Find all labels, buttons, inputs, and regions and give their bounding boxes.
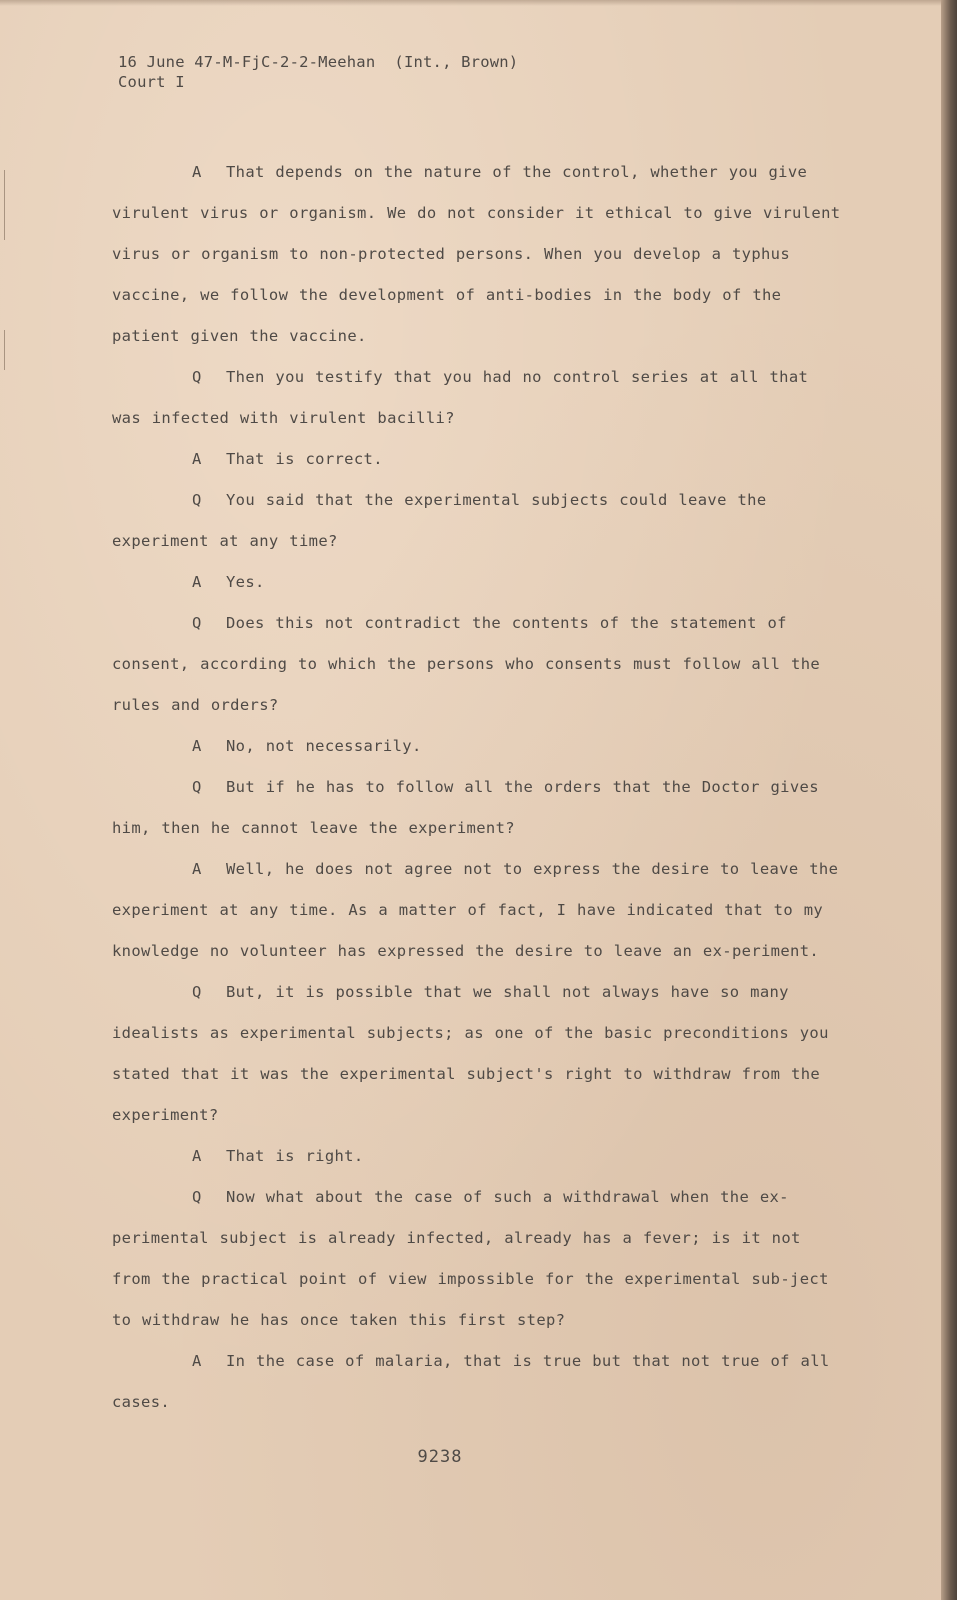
transcript-paragraph [112, 562, 842, 603]
paragraph-text: That is right. [226, 1147, 364, 1165]
transcript-paragraph [112, 972, 842, 1136]
page-right-edge [941, 0, 957, 1600]
paragraph-text: Now what about the case of such a withdrawal when the ex-perimental subject is already infected, already has a fever; is it not from the practical point of view impossible for the experimental sub-ject to withdraw he has once taken this first step? [112, 1188, 829, 1329]
transcript-paragraph [112, 603, 842, 726]
transcript-header [118, 52, 518, 92]
speaker-label: Q [192, 614, 202, 632]
transcript-paragraph [112, 767, 842, 849]
transcript-paragraph [112, 726, 842, 767]
header-line-court: Court I [118, 73, 185, 91]
margin-mark [4, 170, 5, 240]
paragraph-text: In the case of malaria, that is true but that not true of all cases. [112, 1352, 830, 1411]
transcript-body [112, 152, 842, 1423]
speaker-label: A [192, 1352, 202, 1370]
page-number: 9238 [417, 1447, 463, 1467]
transcript-paragraph [112, 1136, 842, 1177]
paragraph-text: That is correct. [226, 450, 383, 468]
speaker-label: Q [192, 778, 202, 796]
paragraph-text: You said that the experimental subjects could leave the experiment at any time? [112, 491, 767, 550]
speaker-label: A [192, 163, 202, 181]
transcript-paragraph [112, 439, 842, 480]
speaker-label: Q [192, 491, 202, 509]
page-top-shadow [0, 0, 957, 6]
speaker-label: A [192, 737, 202, 755]
paragraph-text: No, not necessarily. [226, 737, 422, 755]
paragraph-text: That depends on the nature of the control, whether you give virulent virus or organism. We do not consider it ethical to give virulent virus or organism to non-protected persons. When you develop a typhus vaccine, we follow the development of anti-bodies in the body of the patient given the vaccine. [112, 163, 841, 345]
speaker-label: Q [192, 983, 202, 1001]
transcript-paragraph [112, 1341, 842, 1423]
speaker-label: A [192, 450, 202, 468]
speaker-label: Q [192, 1188, 202, 1206]
paragraph-text: Then you testify that you had no control series at all that was infected with virulent bacilli? [112, 368, 809, 427]
transcript-paragraph [112, 152, 842, 357]
header-line-date-reference: 16 June 47-M-FjC-2-2-Meehan (Int., Brown) [118, 53, 519, 71]
transcript-paragraph [112, 849, 842, 972]
speaker-label: A [192, 573, 202, 591]
paragraph-text: But if he has to follow all the orders that the Doctor gives him, then he cannot leave the experiment? [112, 778, 819, 837]
paragraph-text: Does this not contradict the contents of the statement of consent, according to which the persons who consents must follow all the rules and orders? [112, 614, 821, 714]
speaker-label: A [192, 1147, 202, 1165]
transcript-paragraph [112, 357, 842, 439]
speaker-label: Q [192, 368, 202, 386]
speaker-label: A [192, 860, 202, 878]
transcript-paragraph [112, 480, 842, 562]
transcript-paragraph [112, 1177, 842, 1341]
paragraph-text: But, it is possible that we shall not always have so many idealists as experimental subjects; as one of the basic preconditions you stated that it was the experimental subject's right to withdraw from the experiment? [112, 983, 829, 1124]
paragraph-text: Well, he does not agree not to express the desire to leave the experiment at any time. As a matter of fact, I have indicated that to my knowledge no volunteer has expressed the desire to leave an ex-periment. [112, 860, 839, 960]
paragraph-text: Yes. [226, 573, 265, 591]
margin-mark [4, 330, 5, 370]
